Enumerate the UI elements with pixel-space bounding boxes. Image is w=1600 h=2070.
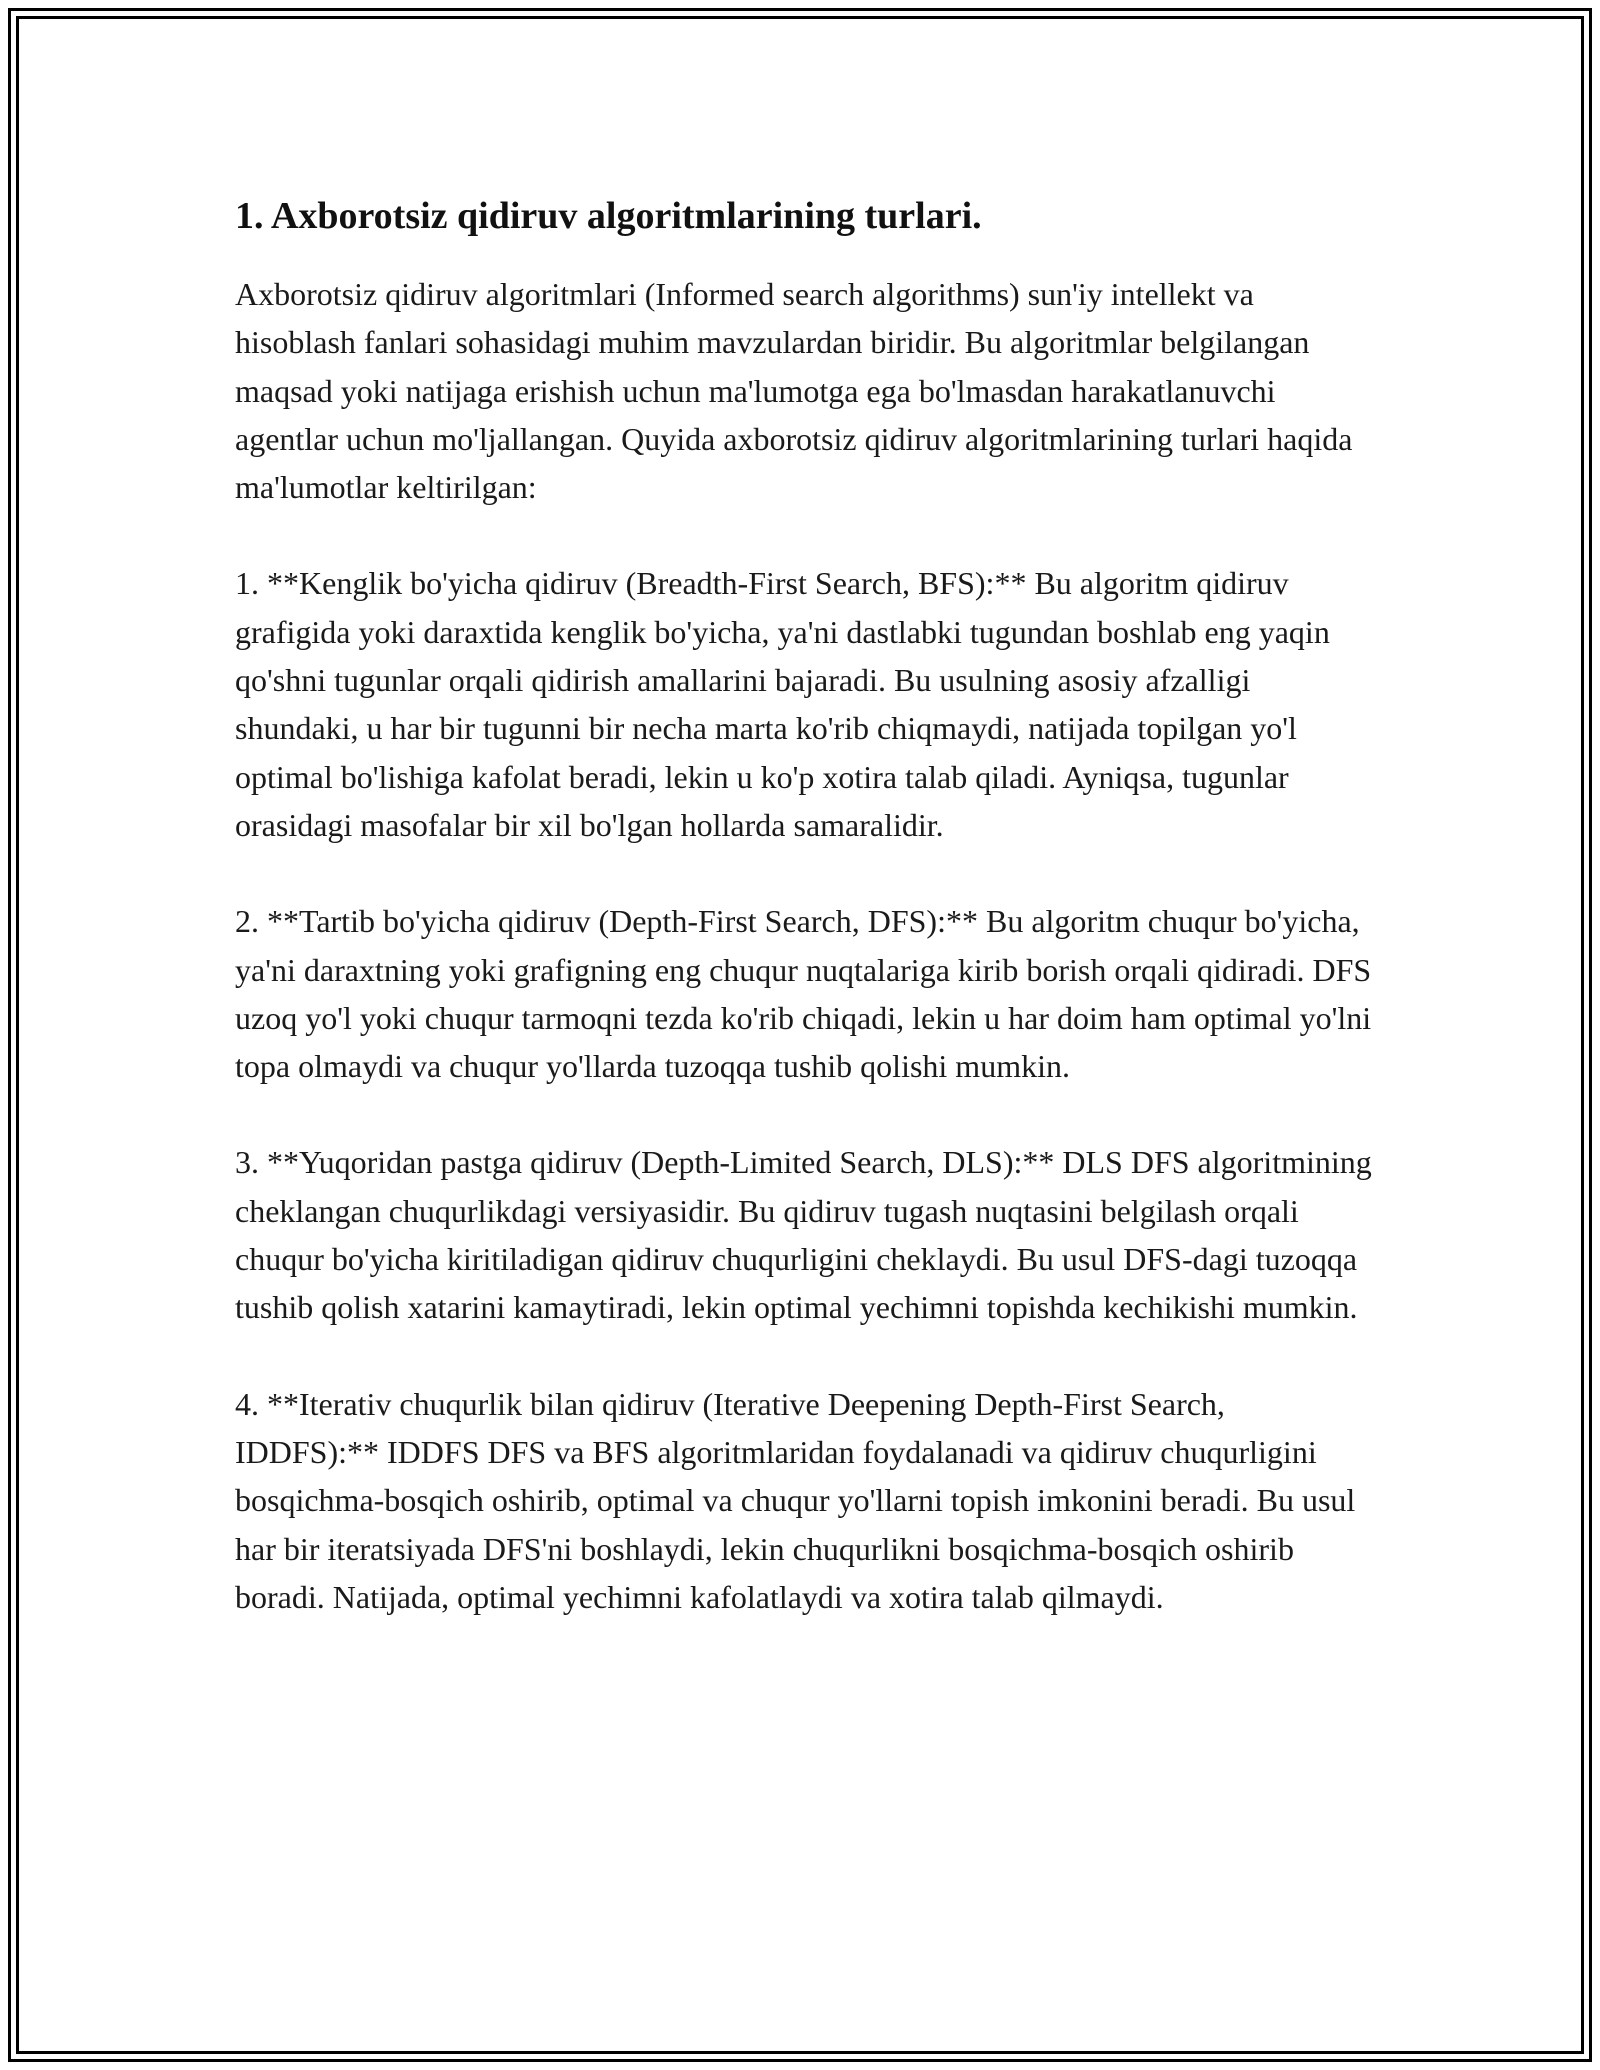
document-body <box>235 190 1375 1669</box>
dfs-paragraph: 2. **Tartib bo'yicha qidiruv (Depth-First Search, DFS):** Bu algoritm chuqur bo'yicha, ya'ni daraxtning yoki grafigning eng chuqur nuqtalariga kirib borish orqali qidiradi. DFS uzoq yo'l yoki chuqur tarmoqni tezda ko'rib chiqadi, lekin u har doim ham optimal yo'lni topa olmaydi va chuqur yo'llarda tuzoqqa tushib qolishi mumkin. <box>235 903 1372 1085</box>
document-title: 1. Axborotsiz qidiruv algoritmlarining turlari. <box>235 195 982 237</box>
bfs-paragraph: 1. **Kenglik bo'yicha qidiruv (Breadth-First Search, BFS):** Bu algoritm qidiruv grafigida yoki daraxtida kenglik bo'yicha, ya'ni dastlabki tugundan boshlab eng yaqin qo'shni tugunlar orqali qidirish amallarini bajaradi. Bu usulning asosiy afzalligi shundaki, u har bir tugunni bir necha marta ko'rib chiqmaydi, natijada topilgan yo'l optimal bo'lishiga kafolat beradi, lekin u ko'p xotira talab qiladi. Ayniqsa, tugunlar orasidagi masofalar bir xil bo'lgan hollarda samaralidir. <box>235 565 1330 843</box>
iddfs-paragraph: 4. **Iterativ chuqurlik bilan qidiruv (Iterative Deepening Depth-First Search, IDDFS):** IDDFS DFS va BFS algoritmlaridan foydalanadi va qidiruv chuqurligini bosqichma-bosqich oshirib, optimal va chuqur yo'llarni topish imkonini beradi. Bu usul har bir iteratsiyada DFS'ni boshlaydi, lekin chuqurlikni bosqichma-bosqich oshirib boradi. Natijada, optimal yechimni kafolatlaydi va xotira talab qilmaydi. <box>235 1385 1356 1615</box>
intro-paragraph: Axborotsiz qidiruv algoritmlari (Informed search algorithms) sun'iy intellekt va hisoblash fanlari sohasidagi muhim mavzulardan biridir. Bu algoritmlar belgilangan maqsad yoki natijaga erishish uchun ma'lumotga ega bo'lmasdan harakatlanuvchi agentlar uchun mo'ljallangan. Quyida axborotsiz qidiruv algoritmlarining turlari haqida ma'lumotlar keltirilgan: <box>235 276 1353 506</box>
dls-paragraph: 3. **Yuqoridan pastga qidiruv (Depth-Limited Search, DLS):** DLS DFS algoritmining cheklangan chuqurlikdagi versiyasidir. Bu qidiruv tugash nuqtasini belgilash orqali chuqur bo'yicha kiritiladigan qidiruv chuqurligini cheklaydi. Bu usul DFS-dagi tuzoqqa tushib qolish xatarini kamaytiradi, lekin optimal yechimni topishda kechikishi mumkin. <box>235 1144 1372 1326</box>
